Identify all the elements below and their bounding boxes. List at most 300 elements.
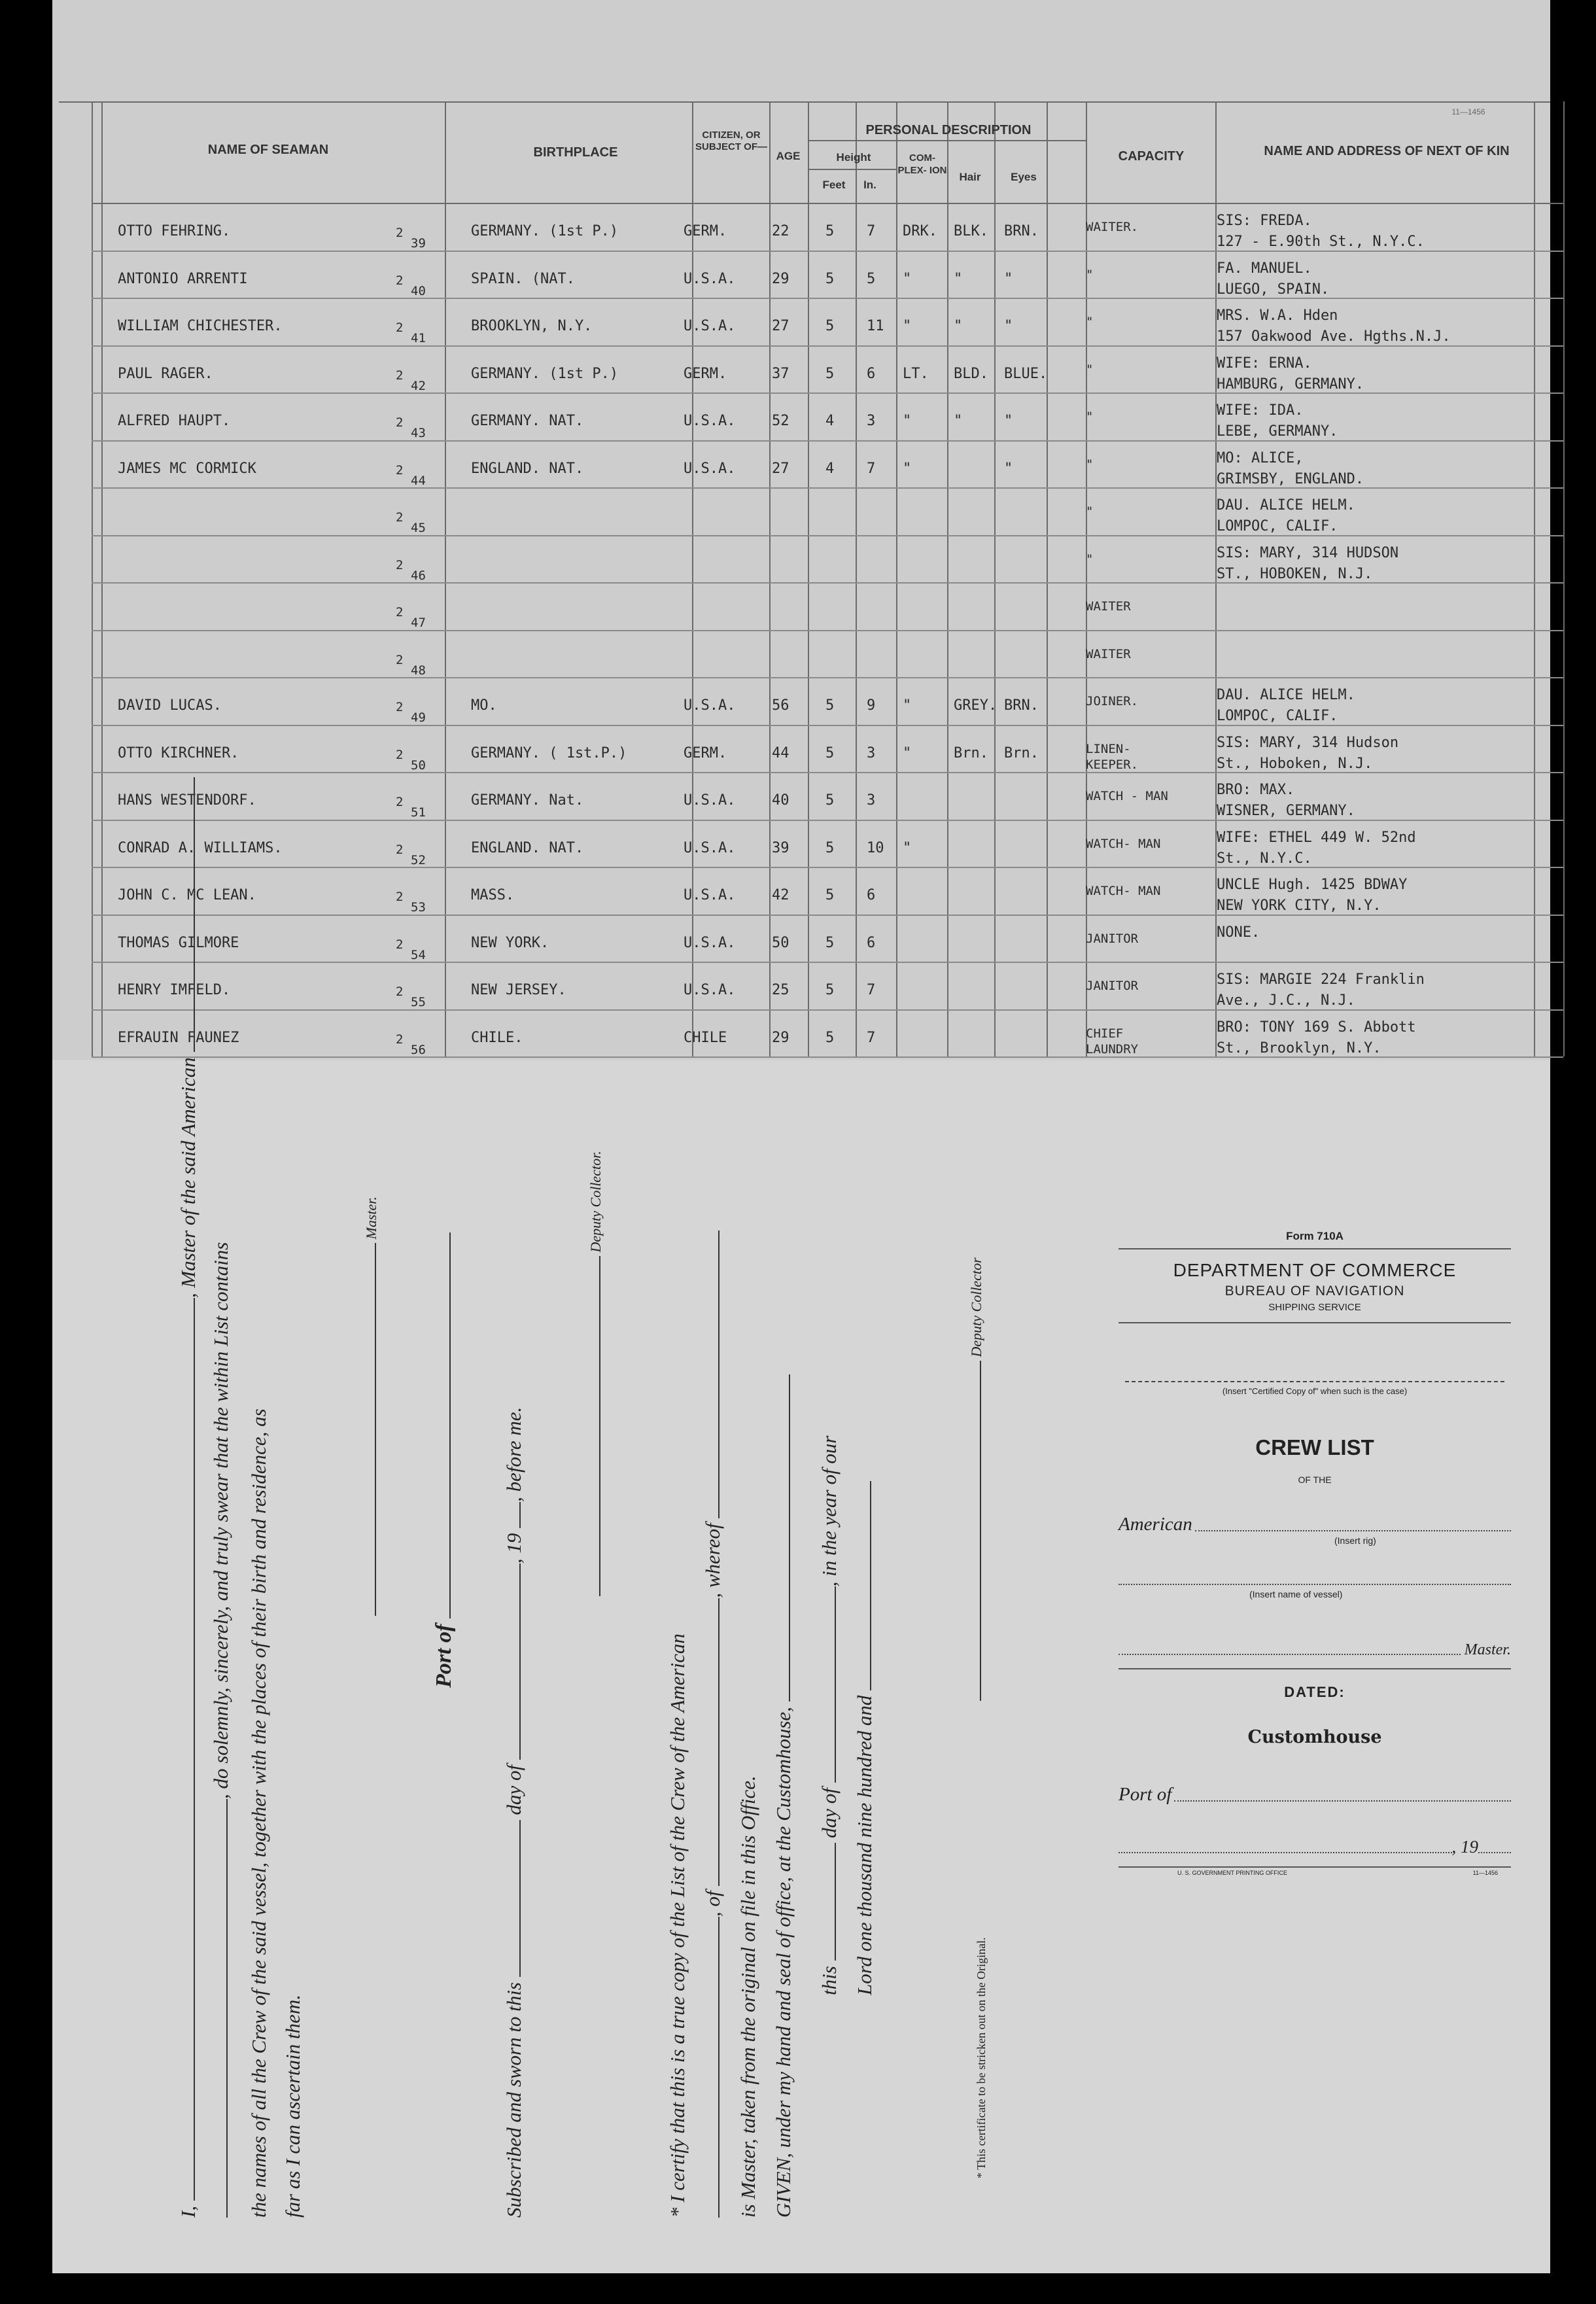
- height-inches: 10: [867, 839, 884, 856]
- table-column-line: [101, 101, 103, 1056]
- col-header-personal-description: PERSONAL DESCRIPTION: [865, 123, 1032, 137]
- table-row-line: [92, 1009, 1563, 1011]
- capacity: WATCH- MAN: [1086, 884, 1161, 898]
- height-inches: 7: [867, 223, 876, 239]
- printer-name: U. S. GOVERNMENT PRINTING OFFICE: [1177, 1870, 1287, 1876]
- next-of-kin-address: 157 Oakwood Ave. Hgths.N.J.: [1217, 328, 1451, 345]
- vessel-name-blank[interactable]: [1119, 1584, 1511, 1585]
- height-feet: 5: [825, 792, 835, 809]
- page-ref: 2: [396, 890, 404, 904]
- next-of-kin-name: FA. MANUEL.: [1217, 260, 1312, 277]
- col-header-birthplace: BIRTHPLACE: [533, 145, 618, 160]
- dated-label: DATED:: [1284, 1684, 1345, 1700]
- col-header-citizen: CITIZEN, OR SUBJECT OF—: [695, 130, 767, 152]
- age: 42: [772, 887, 789, 903]
- seaman-number: 42: [411, 378, 426, 393]
- citizenship: U.S.A.: [684, 792, 736, 809]
- capacity: CHIEF LAUNDRY: [1086, 1026, 1139, 1056]
- next-of-kin-address: LOMPOC, CALIF.: [1217, 518, 1338, 534]
- hair: ": [954, 413, 963, 429]
- american-line: [1119, 1514, 1511, 1535]
- next-of-kin-name: BRO: MAX.: [1217, 782, 1295, 798]
- page-ref: 2: [396, 652, 404, 667]
- oath-month-blank[interactable]: [519, 1563, 521, 1760]
- next-of-kin-address: LEBE, GERMANY.: [1217, 423, 1338, 440]
- capacity: ": [1086, 410, 1094, 424]
- oath-day-of: day of: [502, 1764, 525, 1815]
- cert-is-master: is Master, taken from the original on file in this Office.: [737, 1775, 759, 2218]
- customhouse-label: Customhouse: [1247, 1727, 1382, 1747]
- citizenship: U.S.A.: [684, 934, 736, 951]
- col-header-feet: Feet: [822, 179, 846, 191]
- height-feet: 4: [825, 460, 835, 477]
- page-ref: 2: [396, 795, 404, 809]
- table-column-line: [1563, 101, 1565, 1056]
- col-header-capacity: CAPACITY: [1118, 149, 1185, 164]
- seaman-name: JAMES MC CORMICK: [118, 460, 256, 477]
- cert-deputy-blank[interactable]: [980, 1361, 981, 1701]
- certified-copy-note: (Insert "Certified Copy of" when such is the case): [1222, 1386, 1408, 1396]
- next-of-kin-name: UNCLE Hugh. 1425 BDWAY: [1217, 877, 1408, 893]
- oath-master-name-blank[interactable]: [194, 1298, 195, 2201]
- height-inches: 7: [867, 1029, 876, 1046]
- page-ref: 2: [396, 747, 404, 762]
- oath-ascertain-text: far as I can ascertain them.: [281, 1995, 304, 2218]
- department-title: DEPARTMENT OF COMMERCE: [1173, 1260, 1457, 1280]
- next-of-kin-name: WIFE: IDA.: [1217, 402, 1304, 419]
- page-ref: 2: [396, 368, 404, 383]
- next-of-kin-name: WIFE: ETHEL 449 W. 52nd: [1217, 829, 1416, 846]
- table-row-line: [92, 345, 1563, 347]
- citizenship: U.S.A.: [684, 887, 736, 903]
- page-ref: 2: [396, 510, 404, 525]
- oath-subscribed-day-blank[interactable]: [519, 1820, 521, 1977]
- col-header-name: NAME OF SEAMAN: [207, 143, 329, 157]
- age: 27: [772, 318, 789, 334]
- table-row-line: [92, 487, 1563, 489]
- birthplace: GERMANY. (1st P.): [471, 223, 619, 239]
- table-column-line: [445, 101, 446, 1056]
- seaman-number: 40: [411, 283, 426, 298]
- birthplace: CHILE.: [471, 1029, 523, 1046]
- seaman-name: DAVID LUCAS.: [118, 697, 222, 714]
- height-feet: 5: [825, 697, 835, 714]
- complexion: ": [903, 697, 912, 714]
- height-feet: 5: [825, 365, 835, 382]
- hair: ": [954, 318, 963, 334]
- table-row-line: [92, 725, 1563, 726]
- cert-master-blank[interactable]: [718, 1231, 720, 1518]
- next-of-kin-name: MO: ALICE,: [1217, 449, 1304, 466]
- date-line: [1119, 1837, 1511, 1857]
- page-ref: 2: [396, 1032, 404, 1047]
- capacity: WATCH - MAN: [1086, 789, 1168, 803]
- capacity: WATCH- MAN: [1086, 836, 1161, 851]
- capacity: ": [1086, 551, 1094, 567]
- height-feet: 5: [825, 744, 835, 761]
- cert-given: GIVEN, under my hand and seal of office, at the Customhouse,: [772, 1707, 795, 2218]
- table-row-line: [92, 630, 1563, 631]
- oath-line-4: [281, 1995, 305, 2218]
- year-label: , 19: [1451, 1837, 1478, 1857]
- oath-port-blank[interactable]: [449, 1232, 451, 1618]
- citizenship: U.S.A.: [684, 839, 736, 856]
- cert-footnote: [975, 1937, 988, 2178]
- birthplace: GERMANY. Nat.: [471, 792, 584, 809]
- table-column-line: [692, 101, 693, 1056]
- table-row-line: [92, 820, 1563, 821]
- table-column-line: [808, 101, 809, 1056]
- seaman-number: 47: [411, 616, 426, 630]
- form-number: Form 710A: [1286, 1230, 1344, 1242]
- oath-swear-text: , do solemnly, sincerely, and truly swear that the within List contains: [209, 1242, 232, 1799]
- next-of-kin-address: LUEGO, SPAIN.: [1217, 281, 1330, 298]
- birthplace: MO.: [471, 697, 497, 714]
- citizenship: U.S.A.: [684, 318, 736, 334]
- eyes: ": [1004, 270, 1013, 287]
- next-of-kin-address: St., N.Y.C.: [1217, 850, 1312, 867]
- height-inches: 3: [867, 413, 876, 429]
- page-ref: 2: [396, 985, 404, 999]
- cert-customhouse-blank[interactable]: [789, 1374, 790, 1702]
- table-row-line: [92, 535, 1563, 536]
- seaman-name: HENRY IMFELD.: [118, 982, 231, 998]
- seaman-name: THOMAS GILMORE: [118, 934, 239, 951]
- deputy-signature-blank[interactable]: [599, 1256, 600, 1596]
- cert-line-1: [666, 1633, 689, 2218]
- height-inches: 3: [867, 792, 876, 809]
- height-divider: [808, 169, 896, 170]
- next-of-kin-address: WISNER, GERMANY.: [1217, 803, 1355, 819]
- next-of-kin-address: St., Brooklyn, N.Y.: [1217, 1039, 1381, 1056]
- page-ref: 2: [396, 700, 404, 714]
- next-of-kin-name: SIS: MARY, 314 HUDSON: [1217, 544, 1399, 561]
- seaman-number: 55: [411, 995, 426, 1009]
- oath-subscribed: Subscribed and sworn to this: [502, 1982, 525, 2218]
- seaman-number: 46: [411, 568, 426, 583]
- master-label: Master.: [1464, 1641, 1511, 1658]
- age: 25: [772, 982, 789, 998]
- seaman-number: 41: [411, 331, 426, 345]
- seaman-number: 51: [411, 805, 426, 820]
- cert-day-blank[interactable]: [835, 1843, 836, 1961]
- table-column-line: [1534, 101, 1535, 1056]
- next-of-kin-name: MRS. W.A. Hden: [1217, 307, 1338, 324]
- cert-vessel-blank[interactable]: [718, 1917, 720, 2218]
- seaman-name: PAUL RAGER.: [118, 365, 213, 382]
- age: 50: [772, 934, 789, 951]
- age: 37: [772, 365, 789, 382]
- cert-deputy-line: [968, 1257, 985, 1701]
- complexion: DRK.: [903, 223, 937, 239]
- col-header-next-of-kin: NAME AND ADDRESS OF NEXT OF KIN: [1264, 144, 1510, 158]
- seaman-name: HANS WESTENDORF.: [118, 792, 256, 809]
- oath-year-blank[interactable]: [519, 1502, 521, 1528]
- birthplace: GERMANY. ( 1st.P.): [471, 744, 627, 761]
- next-of-kin-name: SIS: FREDA.: [1217, 213, 1312, 229]
- table-column-line: [1047, 101, 1048, 1056]
- age: 22: [772, 223, 789, 239]
- height-inches: 11: [867, 318, 884, 334]
- height-inches: 6: [867, 887, 876, 903]
- birthplace: SPAIN. (NAT.: [471, 270, 575, 287]
- table-top-border: [59, 101, 1550, 103]
- seaman-name: ALFRED HAUPT.: [118, 413, 231, 429]
- table-row-line: [92, 915, 1563, 916]
- height-inches: 7: [867, 460, 876, 477]
- seaman-number: 48: [411, 663, 426, 678]
- birthplace: BROOKLYN, N.Y.: [471, 318, 593, 334]
- citizenship: GERM.: [684, 365, 727, 382]
- corner-form-code: 11—1456: [1451, 107, 1485, 116]
- table-row-line: [92, 582, 1563, 584]
- birthplace: NEW JERSEY.: [471, 982, 566, 998]
- table-row-line: [92, 962, 1563, 963]
- height-feet: 4: [825, 413, 835, 429]
- capacity: JANITOR: [1086, 979, 1139, 993]
- capacity: JANITOR: [1086, 931, 1139, 946]
- col-header-eyes: Eyes: [1011, 171, 1037, 183]
- table-column-line: [92, 101, 93, 1056]
- oath-line-2: [209, 1242, 233, 2218]
- insert-vessel-note: (Insert name of vessel): [1249, 1589, 1343, 1599]
- seaman-number: 56: [411, 1042, 426, 1057]
- height-feet: 5: [825, 318, 835, 334]
- seaman-name: JOHN C. MC LEAN.: [118, 887, 256, 903]
- table-column-line: [856, 101, 857, 1056]
- complexion: ": [903, 460, 912, 477]
- table-row-line: [92, 393, 1563, 394]
- of-the-label: OF THE: [1298, 1475, 1332, 1485]
- crew-list-title: CREW LIST: [1255, 1435, 1374, 1459]
- seaman-number: 50: [411, 758, 426, 773]
- hair: Brn.: [954, 744, 988, 761]
- birthplace: ENGLAND. NAT.: [471, 839, 584, 856]
- height-inches: 3: [867, 744, 876, 761]
- seaman-number: 45: [411, 521, 426, 535]
- seaman-name: OTTO KIRCHNER.: [118, 744, 239, 761]
- eyes: BLUE.: [1004, 365, 1048, 382]
- col-header-inches: In.: [863, 179, 876, 191]
- page-ref: 2: [396, 415, 404, 430]
- height-feet: 5: [825, 270, 835, 287]
- next-of-kin-address: HAMBURG, GERMANY.: [1217, 375, 1364, 393]
- oath-i: I,: [177, 2205, 200, 2218]
- page-ref: 2: [396, 937, 404, 952]
- table-row-line: [92, 440, 1563, 442]
- table-column-line: [994, 101, 996, 1056]
- age: 27: [772, 460, 789, 477]
- oath-vessel-blank[interactable]: [194, 777, 195, 1052]
- bureau-title: BUREAU OF NAVIGATION: [1224, 1283, 1405, 1299]
- page-ref: 2: [396, 273, 404, 288]
- oath-port-line: [432, 1232, 457, 1688]
- oath-before-me: , before me.: [502, 1406, 525, 1502]
- height-inches: 6: [867, 365, 876, 382]
- cert-of: , of: [701, 1891, 724, 1917]
- birthplace: GERMANY. (1st P.): [471, 365, 619, 382]
- citizenship: U.S.A.: [684, 697, 736, 714]
- height-inches: 6: [867, 934, 876, 951]
- oath-master-of-american: , Master of the said American: [177, 1057, 200, 1299]
- rig-blank[interactable]: [1195, 1530, 1511, 1531]
- master-signature-blank[interactable]: [375, 1243, 376, 1616]
- oath-master-signature: [363, 1196, 380, 1616]
- eyes: ": [1004, 318, 1013, 334]
- height-inches: 5: [867, 270, 876, 287]
- cert-line-2: [701, 1231, 725, 2218]
- age: 52: [772, 413, 789, 429]
- cert-port-blank[interactable]: [718, 1598, 720, 1886]
- birthplace: GERMANY. NAT.: [471, 413, 584, 429]
- page-ref: 2: [396, 842, 404, 857]
- table-column-line: [896, 101, 897, 1056]
- next-of-kin-address: GRIMSBY, ENGLAND.: [1217, 470, 1364, 487]
- next-of-kin-name: BRO: TONY 169 S. Abbott: [1217, 1019, 1416, 1036]
- header-bottom-border: [92, 203, 1563, 204]
- oath-port-of: Port of: [432, 1624, 456, 1688]
- capacity: WAITER: [1086, 599, 1131, 614]
- table-column-line: [1086, 101, 1087, 1056]
- next-of-kin-name: DAU. ALICE HELM.: [1217, 687, 1355, 703]
- birthplace: NEW YORK.: [471, 934, 549, 951]
- complexion: ": [903, 839, 912, 856]
- page-ref: 2: [396, 557, 404, 572]
- capacity: ": [1086, 362, 1094, 377]
- citizenship: U.S.A.: [684, 270, 736, 287]
- page-ref: 2: [396, 226, 404, 240]
- age: 39: [772, 839, 789, 856]
- master-blank[interactable]: [1119, 1654, 1461, 1655]
- birthplace: ENGLAND. NAT.: [471, 460, 584, 477]
- next-of-kin-name: SIS: MARGIE 224 Franklin: [1217, 971, 1425, 988]
- port-of-label: Port of: [1119, 1784, 1172, 1805]
- capacity: ": [1086, 267, 1094, 282]
- seaman-name: CONRAD A. WILLIAMS.: [118, 839, 283, 856]
- next-of-kin-name: NONE.: [1217, 924, 1260, 941]
- page-ref: 2: [396, 463, 404, 478]
- eyes: ": [1004, 413, 1013, 429]
- table-column-line: [947, 101, 948, 1056]
- master-line: [1119, 1641, 1511, 1659]
- crew-list-cover-form: [1119, 1230, 1511, 1876]
- capacity: ": [1086, 504, 1094, 519]
- capacity: ": [1086, 457, 1094, 472]
- oath-names-text: the names of all the Crew of the said vessel, together with the places of their birth and residence, as: [247, 1408, 270, 2218]
- height-feet: 5: [825, 887, 835, 903]
- table-row-line: [92, 677, 1563, 678]
- cert-whereof: , whereof: [701, 1523, 724, 1598]
- hair: BLK.: [954, 223, 988, 239]
- complexion: ": [903, 318, 912, 334]
- oath-line-1: [177, 777, 200, 2218]
- col-header-height: Height: [836, 151, 871, 164]
- seaman-name: EFRAUIN FAUNEZ: [118, 1029, 239, 1046]
- next-of-kin-address: St., Hoboken, N.J.: [1217, 755, 1373, 772]
- cert-this: this: [818, 1966, 841, 1995]
- capacity: ": [1086, 315, 1094, 329]
- table-row-line: [92, 251, 1563, 252]
- col-header-hair: Hair: [959, 171, 981, 183]
- seaman-name: ANTONIO ARRENTI: [118, 270, 248, 287]
- seaman-number: 49: [411, 710, 426, 725]
- age: 56: [772, 697, 789, 714]
- age: 44: [772, 744, 789, 761]
- hair: BLD.: [954, 365, 988, 382]
- capacity: WAITER: [1086, 646, 1131, 661]
- next-of-kin-name: DAU. ALICE HELM.: [1217, 497, 1355, 514]
- table-column-line: [769, 101, 771, 1056]
- next-of-kin-name: WIFE: ERNA.: [1217, 355, 1312, 372]
- eyes: Brn.: [1004, 744, 1039, 761]
- oath-deputy-line: [587, 1151, 604, 1596]
- citizenship: U.S.A.: [684, 460, 736, 477]
- eyes: BRN.: [1004, 697, 1039, 714]
- next-of-kin-address: Ave., J.C., N.J.: [1217, 992, 1355, 1009]
- cert-line-4: [772, 1374, 795, 2218]
- cert-line-5: [818, 1436, 841, 1995]
- complexion: ": [903, 413, 912, 429]
- capacity: LINEN- KEEPER.: [1086, 741, 1139, 772]
- table-row-line: [92, 867, 1563, 868]
- citizenship: GERM.: [684, 223, 727, 239]
- citizenship: U.S.A.: [684, 413, 736, 429]
- height-inches: 7: [867, 982, 876, 998]
- oath-name-blank-2[interactable]: [226, 1799, 228, 2218]
- cert-in-year: , in the year of our: [818, 1435, 841, 1587]
- american-label: American: [1119, 1514, 1192, 1535]
- printer-line: [1119, 1870, 1511, 1876]
- next-of-kin-name: SIS: MARY, 314 Hudson: [1217, 734, 1399, 751]
- col-header-age: AGE: [776, 150, 801, 162]
- seaman-number: 52: [411, 852, 426, 867]
- age: 29: [772, 270, 789, 287]
- insert-rig-note: (Insert rig): [1334, 1535, 1376, 1546]
- service-title: SHIPPING SERVICE: [1268, 1302, 1361, 1313]
- certified-copy-line: [1125, 1381, 1504, 1382]
- year-blank[interactable]: [1478, 1852, 1511, 1853]
- age: 29: [772, 1029, 789, 1046]
- eyes: ": [1004, 460, 1013, 477]
- height-inches: 9: [867, 697, 876, 714]
- birthplace: MASS.: [471, 887, 515, 903]
- personal-description-divider: [808, 140, 1086, 141]
- eyes: BRN.: [1004, 223, 1039, 239]
- height-feet: 5: [825, 934, 835, 951]
- next-of-kin-address: NEW YORK CITY, N.Y.: [1217, 898, 1381, 914]
- oath-subscribed-line: [502, 1407, 526, 2218]
- hair: ": [954, 270, 963, 287]
- seaman-number: 54: [411, 947, 426, 962]
- citizenship: GERM.: [684, 744, 727, 761]
- cert-line-3: [737, 1775, 760, 2218]
- height-feet: 5: [825, 223, 835, 239]
- cert-line-6: [853, 1481, 876, 1995]
- seaman-number: 39: [411, 236, 426, 251]
- age: 40: [772, 792, 789, 809]
- date-blank[interactable]: [1119, 1852, 1452, 1853]
- cert-year-blank[interactable]: [870, 1481, 871, 1690]
- oath-deputy-label: Deputy Collector.: [587, 1151, 604, 1253]
- cert-deputy-label: Deputy Collector: [968, 1257, 984, 1357]
- next-of-kin-address: ST., HOBOKEN, N.J.: [1217, 565, 1373, 582]
- port-blank[interactable]: [1174, 1800, 1511, 1802]
- seaman-name: OTTO FEHRING.: [118, 223, 231, 239]
- page-ref: 2: [396, 605, 404, 620]
- table-row-line: [92, 1056, 1563, 1058]
- cert-month-blank[interactable]: [835, 1586, 836, 1783]
- complexion: LT.: [903, 365, 929, 382]
